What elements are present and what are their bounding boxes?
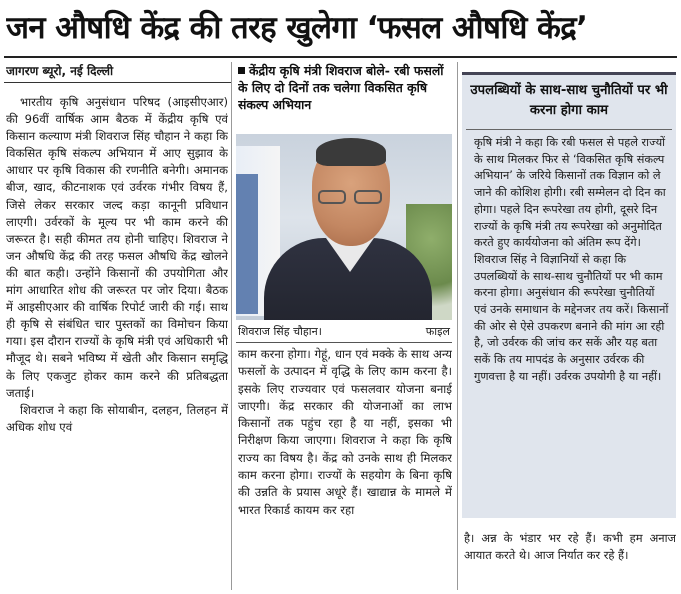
photo-credit: फाइल xyxy=(425,325,450,338)
byline-rule xyxy=(4,82,231,83)
photo-flag-stripe xyxy=(236,174,258,314)
sub-headline xyxy=(238,62,452,132)
highlight-box xyxy=(462,72,676,518)
article-column-1 xyxy=(6,94,228,592)
photo-hair xyxy=(316,138,386,166)
headline-rule xyxy=(4,56,677,58)
minister-photo xyxy=(236,134,452,320)
bullet-square-icon xyxy=(238,67,245,74)
highlight-box-rule xyxy=(466,129,672,130)
caption-rule xyxy=(236,342,452,343)
photo-glasses xyxy=(318,190,384,204)
article-column-3-tail: है। अन्न के भंडार भर रहे हैं। कभी हम अनाज आयात करते थे। आज निर्यात कर रहे हैं। xyxy=(464,531,676,562)
highlight-box-body: कृषि मंत्री ने कहा कि रबी फसल से पहले राज्यों के साथ मिलकर फिर से ‘विकसित कृषि संकल्प अभियान’ के जरिये किसानों तक विज्ञान को ले जाने की कोशिश होगी। रबी सम्मेलन दो दिन का होगा। पहले दिन रूपरेखा तय होगी, दूसरे दिन राज्यों के कृषि मंत्री तय रूपरेखा को अनुमोदित करते हुए कार्ययोजना को अंतिम रूप देंगे। शिवराज सिंह ने विज्ञानियों से कहा कि उपलब्धियों के साथ-साथ चुनौतियों पर भी काम करना होगा। अनुसंधान की रूपरेखा चुनौतियों एवं उनके समाधान के मद्देनजर तय करें। किसानों की ओर से ऐसे उपकरण बनाने की मांग आ रही है, जो उर्वरक की जांच कर सकें और यह बता सकें कि तय मापदंड के अनुसार उर्वरक की गुणवत्ता है या नहीं। उर्वरक उपयोगी है या नहीं। xyxy=(474,136,669,383)
article-column-2: काम करना होगा। गेहूं, धान एवं मक्के के साथ अन्य फसलों के उत्पादन में वृद्धि के लिए काम करना है। इसके लिए राज्यवार एवं फसलवार योजना बनाई जाएगी। केंद्र सरकार की योजनाओं का लाभ किसानों तक पहुंच रहा है या नहीं, इसका भी निरीक्षण किया जाएगा। शिवराज ने कहा कि कृषि राज्य का विषय है। केंद्र को उनके साथ ही मिलकर काम करना होगा। राज्यों के सहयोग के बिना कृषि की उन्नति के प्रयास अधूरे हैं। खाद्यान्न के मामले में भारत रिकार्ड कायम कर रहा xyxy=(238,347,452,517)
photo-caption xyxy=(238,322,452,342)
column-divider xyxy=(231,62,232,590)
column-divider-2 xyxy=(457,62,458,590)
headline: जन औषधि केंद्र की तरह खुलेगा ‘फसल औषधि केंद्र’ xyxy=(6,10,588,46)
article-paragraph-1: भारतीय कृषि अनुसंधान परिषद (आइसीएआर) की 96वीं वार्षिक आम बैठक में केंद्रीय कृषि एवं किसान कल्याण मंत्री शिवराज सिंह चौहान ने कहा कि विकसित कृषि संकल्प अभियान में आए सुझाव के आधार पर कृषि विकास की रणनीति बनेगी। अमानक बीज, खाद, कीटनाशक एवं उर्वरक गंभीर विषय हैं, जिसे लेकर सरकार जल्द कड़ा कानूनी प्रविधान लाएगी। उर्वरकों के मूल्य पर भी काम करने की जरूरत है। सही कीमत तय होनी चाहिए। शिवराज ने जन औषधि केंद्र की तरह फसल औषधि केंद्र खोलने की बात कही। उन्होंने किसानों की उपयोगिता और मांग आधारित शोध की जरूरत पर जोर दिया। बैठक में आइसीएआर की वार्षिक रिपोर्ट जारी की गई। साथ ही कृषि से संबंधित चार पुस्तकों का विमोचन किया गया। इस दौरान राज्यों के कृषि मंत्री एवं अधिकारी भी मौजूद थे। सबने भविष्य में खेती और किसान समृद्धि के लिए एकजुट होकर काम करने की प्रतिबद्धता जताई। xyxy=(6,95,228,400)
byline: जागरण ब्यूरो, नई दिल्ली xyxy=(6,64,114,78)
article-paragraph-2: शिवराज ने कहा कि सोयाबीन, दलहन, तिलहन में अधिक शोध एवं xyxy=(6,402,228,434)
highlight-box-title: उपलब्धियों के साथ-साथ चुनौतियों पर भी करना होगा काम xyxy=(470,83,668,118)
sub-headline-text: केंद्रीय कृषि मंत्री शिवराज बोले- रबी फसलों के लिए दो दिनों तक चलेगा विकसित कृषि संकल्प अभियान xyxy=(238,63,444,112)
photo-caption-name: शिवराज सिंह चौहान। xyxy=(238,325,322,338)
